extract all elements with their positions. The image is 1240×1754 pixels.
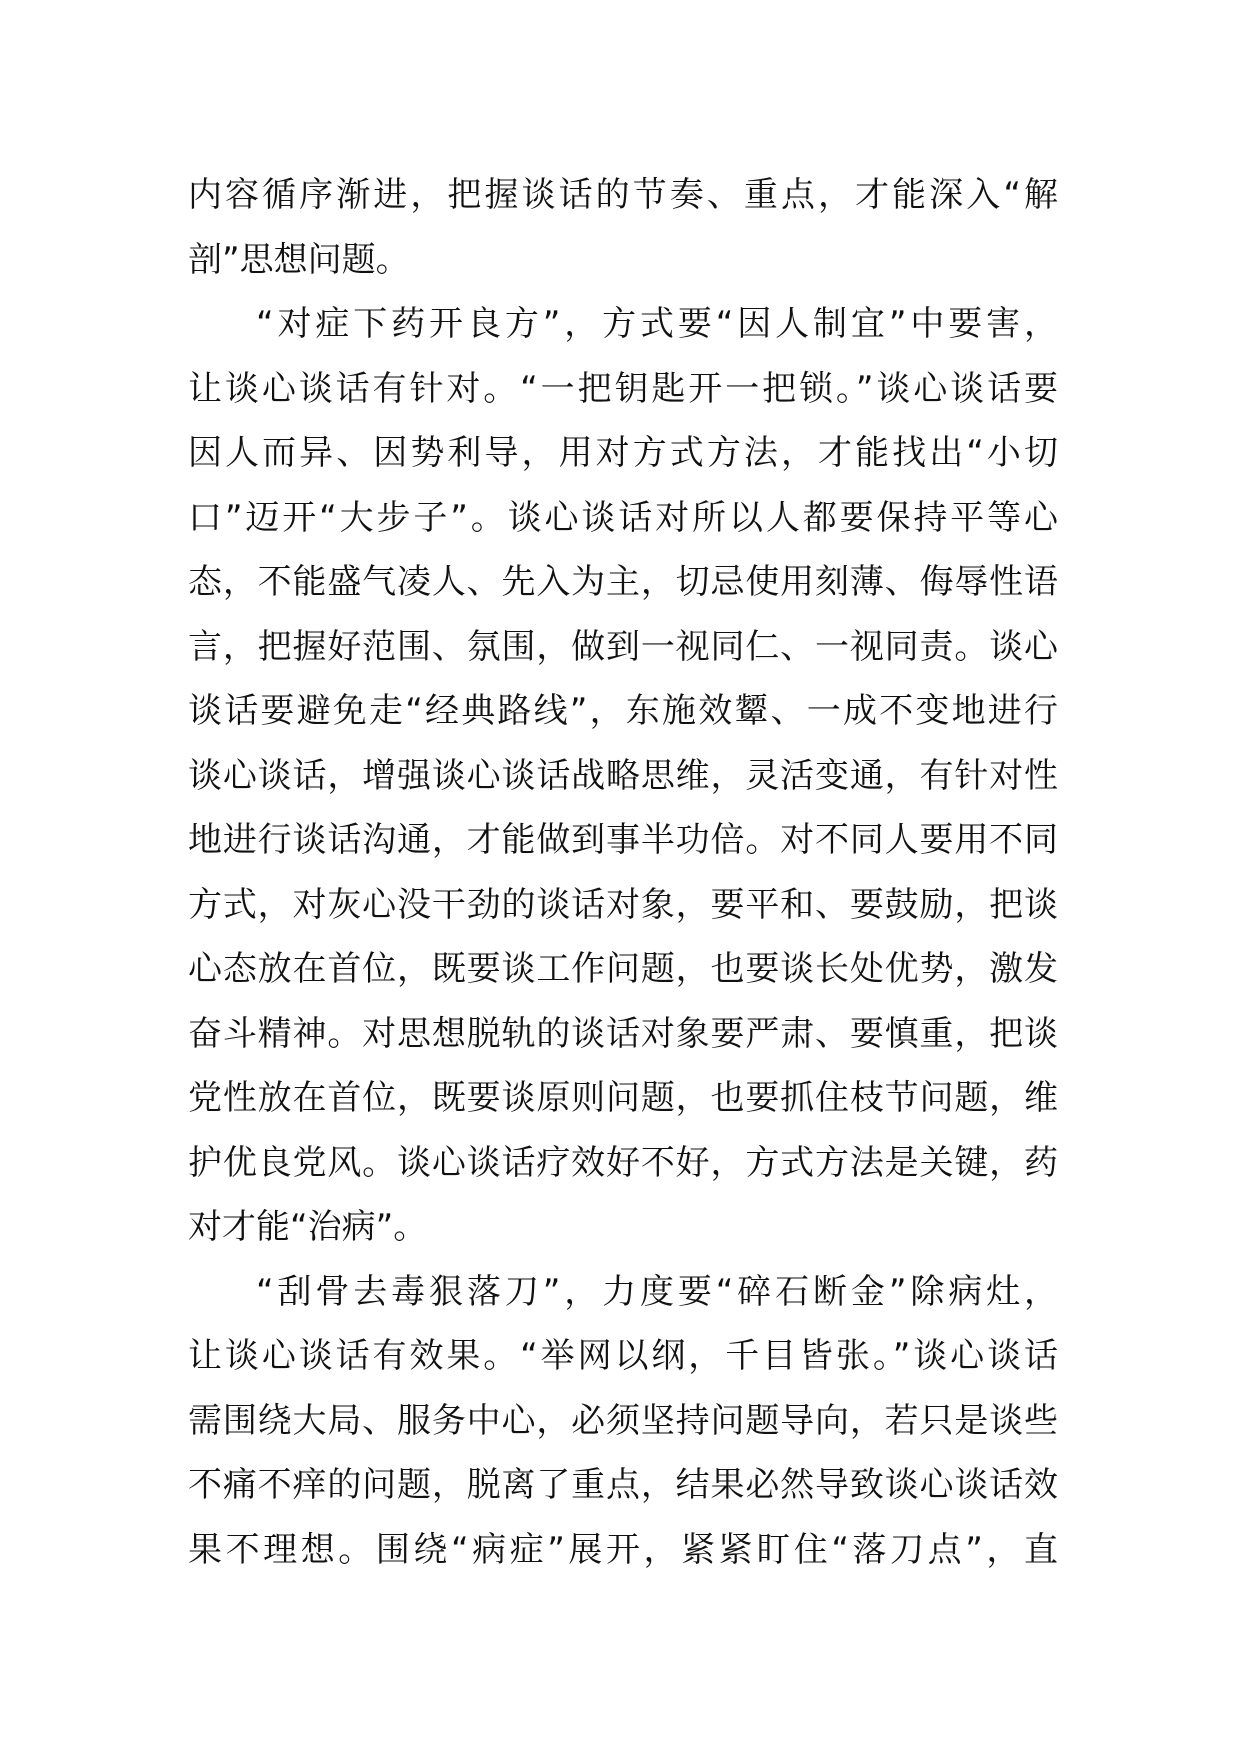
text-line: 内容循序渐进，把握谈话的节奏、重点，才能深入“解: [188, 175, 1058, 215]
text-line: 谈话要避免走“经典路线”，东施效颦、一成不变地进行: [188, 691, 1058, 731]
text-line: 地进行谈话沟通，才能做到事半功倍。对不同人要用不同: [188, 820, 1058, 860]
text-line: 党性放在首位，既要谈原则问题，也要抓住枝节问题，维: [188, 1078, 1058, 1118]
text-line: 因人而异、因势利导，用对方式方法，才能找出“小切: [188, 433, 1058, 473]
text-line: 态，不能盛气凌人、先入为主，切忌使用刻薄、侮辱性语: [188, 562, 1058, 602]
text-line: 剖”思想问题。: [188, 239, 410, 280]
paragraph-first-line: “对症下药开良方”，方式要“因人制宜”中要害，: [256, 304, 1058, 344]
text-line: 让谈心谈话有针对。“一把钥匙开一把锁。”谈心谈话要: [188, 368, 1058, 409]
text-line: 果不理想。围绕“病症”展开，紧紧盯住“落刀点”，直: [188, 1529, 1058, 1570]
paragraph-first-line: “刮骨去毒狠落刀”，力度要“碎石断金”除病灶，: [256, 1271, 1058, 1312]
document-body: [188, 163, 1058, 1582]
text-line: 口”迈开“大步子”。谈心谈话对所以人都要保持平等心: [188, 497, 1058, 538]
text-line: 需围绕大局、服务中心，必须坚持问题导向，若只是谈些: [188, 1400, 1058, 1441]
text-line: 护优良党风。谈心谈话疗效好不好，方式方法是关键，药: [188, 1142, 1058, 1183]
text-line: 谈心谈话，增强谈心谈话战略思维，灵活变通，有针对性: [188, 755, 1058, 796]
text-line: 心态放在首位，既要谈工作问题，也要谈长处优势，激发: [188, 949, 1058, 989]
text-line: 让谈心谈话有效果。“举网以纲，千目皆张。”谈心谈话: [188, 1336, 1058, 1376]
text-line: 不痛不痒的问题，脱离了重点，结果必然导致谈心谈话效: [188, 1465, 1058, 1505]
text-line: 方式，对灰心没干劲的谈话对象，要平和、要鼓励，把谈: [188, 884, 1058, 925]
text-line: 奋斗精神。对思想脱轨的谈话对象要严肃、要慎重，把谈: [188, 1013, 1058, 1054]
text-line: 言，把握好范围、氛围，做到一视同仁、一视同责。谈心: [188, 626, 1058, 667]
text-line: 对才能“治病”。: [188, 1207, 428, 1247]
